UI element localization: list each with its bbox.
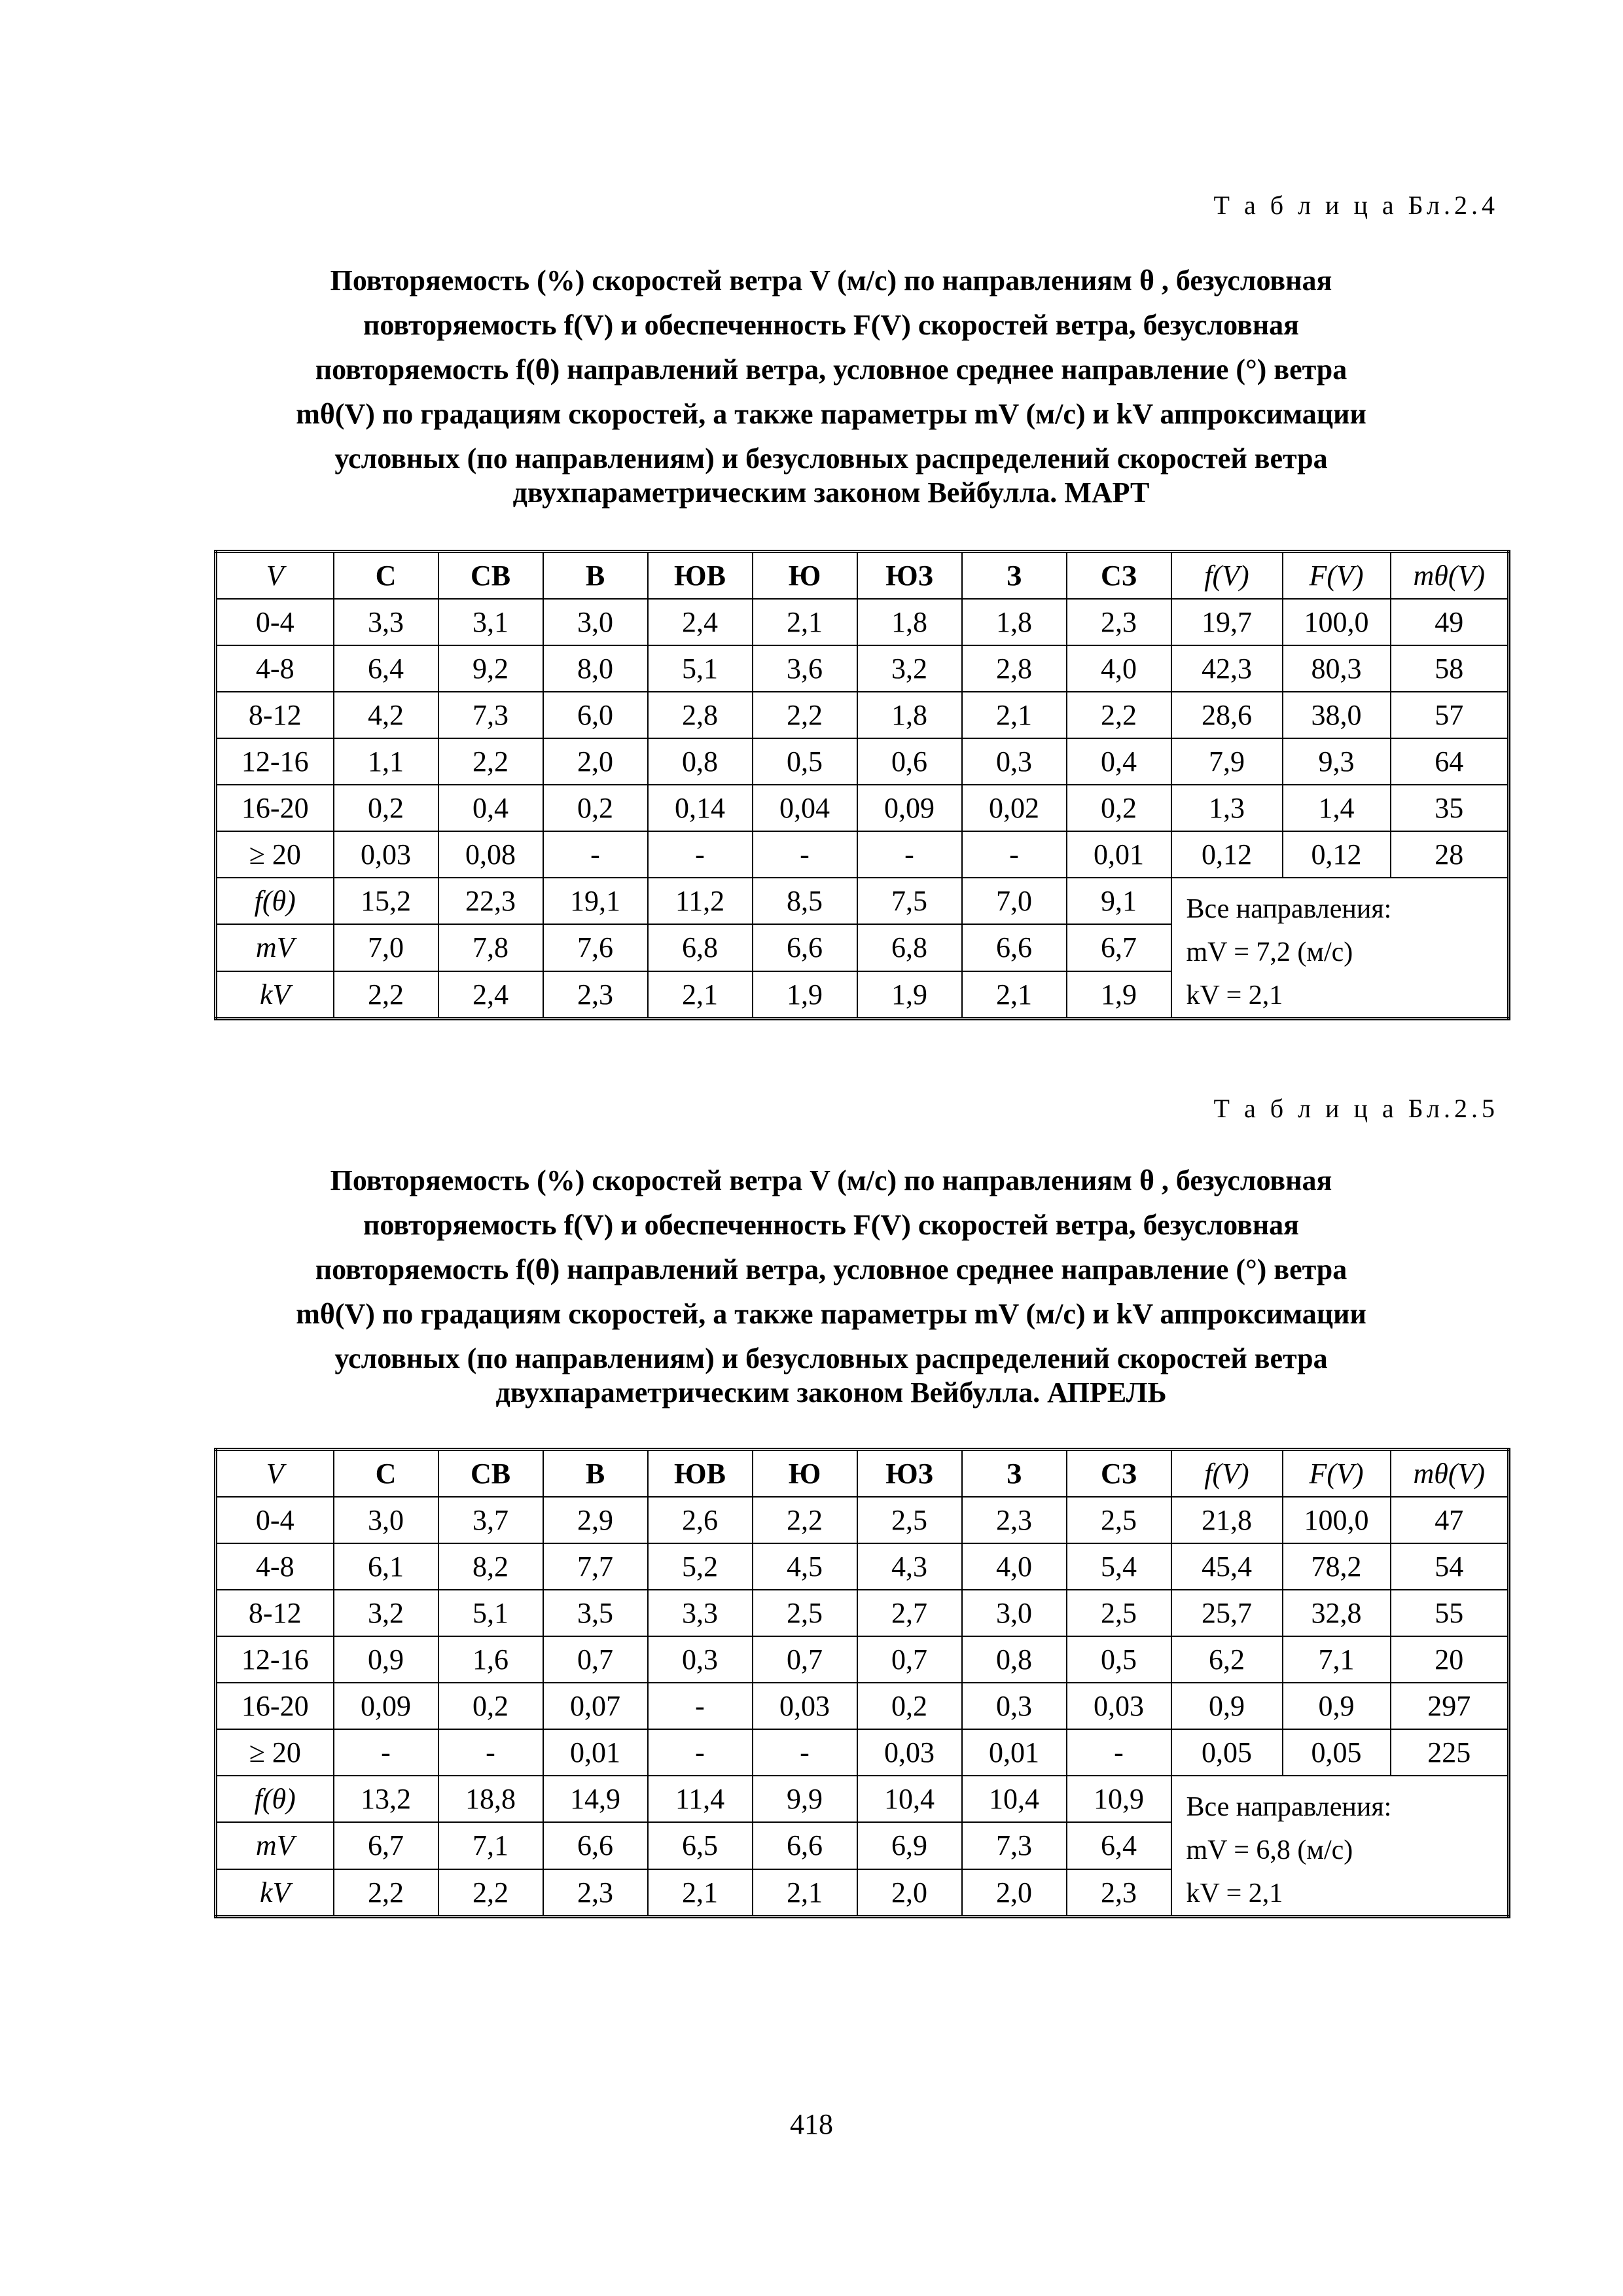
table-cell: 2,2 (334, 971, 438, 1019)
row-label: 12-16 (216, 1636, 334, 1683)
table-cell: 0,01 (543, 1729, 648, 1776)
column-header: ЮВ (648, 552, 753, 600)
table-cell: 58 (1391, 645, 1509, 692)
table-cell: 7,3 (962, 1822, 1067, 1869)
table-cell: 0,14 (648, 785, 753, 831)
column-header: С (334, 552, 438, 600)
table-cell: 0,01 (962, 1729, 1067, 1776)
row-label: 4-8 (216, 645, 334, 692)
table-cell: 2,1 (648, 1869, 753, 1917)
table-cell: 6,7 (1067, 924, 1171, 971)
summary-title: Все направления: (1186, 894, 1392, 924)
caption-line-1: Повторяемость (%) скоростей ветра V (м/с) по направлениям θ , безусловная (330, 264, 1332, 296)
table-cell: 9,9 (753, 1776, 857, 1822)
table-cell: 0,2 (1067, 785, 1171, 831)
table-cell: 0,9 (1171, 1683, 1283, 1729)
table-label: Т а б л и ц а Бл.2.5 (1213, 1094, 1499, 1123)
row-label: 16-20 (216, 785, 334, 831)
table-cell: 0,08 (438, 831, 543, 878)
table-cell: 1,8 (857, 599, 962, 645)
row-label: 0-4 (216, 599, 334, 645)
table-cell: 47 (1391, 1497, 1509, 1543)
table-row (216, 1683, 1509, 1729)
param-label: f(θ) (216, 1776, 334, 1822)
table-body (216, 552, 1509, 1019)
table-cell: 0,12 (1171, 831, 1283, 878)
column-header: Ю (753, 1450, 857, 1498)
table-cell: 2,1 (648, 971, 753, 1019)
caption-line-2: повторяемость f(V) и обеспеченность F(V) скоростей ветра, безусловная (363, 309, 1299, 341)
table-cell: 7,9 (1171, 738, 1283, 785)
table-cell: 20 (1391, 1636, 1509, 1683)
caption-line-3: повторяемость f(θ) направлений ветра, условное среднее направление (°) ветра (315, 353, 1347, 386)
table-row (216, 785, 1509, 831)
table-cell: 1,9 (1067, 971, 1171, 1019)
row-label: 8-12 (216, 1590, 334, 1636)
table-cell: 11,4 (648, 1776, 753, 1822)
table-cell: 3,0 (962, 1590, 1067, 1636)
row-label: 0-4 (216, 1497, 334, 1543)
column-header: З (962, 1450, 1067, 1498)
table-cell: 7,0 (962, 878, 1067, 924)
table-cell: 38,0 (1283, 692, 1391, 738)
table-cell: 6,5 (648, 1822, 753, 1869)
column-header: ЮЗ (857, 552, 962, 600)
table-cell: 4,3 (857, 1543, 962, 1590)
table-cell: 3,2 (857, 645, 962, 692)
table-cell: 0,9 (1283, 1683, 1391, 1729)
caption-line-4: mθ(V) по градациям скоростей, а также параметры mV (м/с) и kV аппроксимации (296, 398, 1366, 430)
table-cell: 32,8 (1283, 1590, 1391, 1636)
table-cell: 3,1 (438, 599, 543, 645)
table-cell: 6,8 (648, 924, 753, 971)
table-cell: 9,2 (438, 645, 543, 692)
column-header: Ю (753, 552, 857, 600)
table-cell: 8,2 (438, 1543, 543, 1590)
table-cell: 15,2 (334, 878, 438, 924)
table-cell: 6,1 (334, 1543, 438, 1590)
table-row (216, 1497, 1509, 1543)
header-row (216, 552, 1509, 600)
table-cell: 11,2 (648, 878, 753, 924)
table-cell: - (543, 831, 648, 878)
table-cell: - (753, 1729, 857, 1776)
column-header: ЮВ (648, 1450, 753, 1498)
table-cell: 7,8 (438, 924, 543, 971)
table-cell: - (1067, 1729, 1171, 1776)
table-cell: 5,1 (438, 1590, 543, 1636)
table-cell: 2,1 (962, 692, 1067, 738)
param-row (216, 1776, 1509, 1822)
table-cell: 1,3 (1171, 785, 1283, 831)
column-header: З (962, 552, 1067, 600)
table-cell: 2,2 (1067, 692, 1171, 738)
table-cell: 9,3 (1283, 738, 1391, 785)
table-cell: 10,4 (962, 1776, 1067, 1822)
table-cell: 2,2 (438, 1869, 543, 1917)
table-cell: 3,5 (543, 1590, 648, 1636)
table-cell: 2,5 (753, 1590, 857, 1636)
table-cell: 45,4 (1171, 1543, 1283, 1590)
caption-line-4: mθ(V) по градациям скоростей, а также параметры mV (м/с) и kV аппроксимации (296, 1298, 1366, 1330)
table-cell: 0,02 (962, 785, 1067, 831)
table-cell: 2,8 (962, 645, 1067, 692)
table-cell: 3,0 (334, 1497, 438, 1543)
table-cell: 0,5 (753, 738, 857, 785)
table-cell: 2,1 (753, 1869, 857, 1917)
table-cell: 0,3 (648, 1636, 753, 1683)
table-cell: 2,3 (543, 1869, 648, 1917)
table-cell: 0,2 (334, 785, 438, 831)
table-cell: 49 (1391, 599, 1509, 645)
table-cell: 80,3 (1283, 645, 1391, 692)
caption-line-6: двухпараметрическим законом Вейбулла. МАРТ (512, 476, 1150, 509)
summary-mv-line: mV = 7,2 (м/с) (1186, 937, 1353, 967)
table-cell: 6,6 (543, 1822, 648, 1869)
table-cell: 7,5 (857, 878, 962, 924)
table-cell: 42,3 (1171, 645, 1283, 692)
summary-title: Все направления: (1186, 1792, 1392, 1822)
column-header: В (543, 552, 648, 600)
table-cell: 0,7 (857, 1636, 962, 1683)
table-cell: 13,2 (334, 1776, 438, 1822)
param-row (216, 878, 1509, 924)
all-directions-summary (1171, 1776, 1509, 1917)
table-cell: 57 (1391, 692, 1509, 738)
column-header: С (334, 1450, 438, 1498)
table-cell: 6,2 (1171, 1636, 1283, 1683)
param-label: kV (216, 1869, 334, 1917)
row-label: ≥ 20 (216, 1729, 334, 1776)
table-body (216, 1450, 1509, 1917)
caption-line-1: Повторяемость (%) скоростей ветра V (м/с) по направлениям θ , безусловная (330, 1164, 1332, 1196)
column-header: В (543, 1450, 648, 1498)
column-header: mθ(V) (1391, 552, 1509, 600)
table-cell: 19,7 (1171, 599, 1283, 645)
table-cell: 6,4 (1067, 1822, 1171, 1869)
table-cell: 2,0 (543, 738, 648, 785)
table-cell: 5,2 (648, 1543, 753, 1590)
table-cell: 21,8 (1171, 1497, 1283, 1543)
table-cell: 10,9 (1067, 1776, 1171, 1822)
caption-line-6: двухпараметрическим законом Вейбулла. АПРЕЛЬ (495, 1376, 1167, 1408)
row-label: 12-16 (216, 738, 334, 785)
table-cell: 0,9 (334, 1636, 438, 1683)
table-cell: 2,3 (543, 971, 648, 1019)
table-cell: - (648, 1729, 753, 1776)
table-row (216, 692, 1509, 738)
table-cell: 7,3 (438, 692, 543, 738)
table-cell: 14,9 (543, 1776, 648, 1822)
table-row (216, 1543, 1509, 1590)
column-header: СВ (438, 1450, 543, 1498)
table-cell: 0,4 (438, 785, 543, 831)
table-cell: 0,7 (753, 1636, 857, 1683)
summary-kv-line: kV = 2,1 (1186, 1878, 1283, 1909)
table-cell: 2,5 (1067, 1497, 1171, 1543)
table-cell: 3,2 (334, 1590, 438, 1636)
table-cell: 0,5 (1067, 1636, 1171, 1683)
table-cell: 1,1 (334, 738, 438, 785)
table-cell: 6,9 (857, 1822, 962, 1869)
table-cell: 2,8 (648, 692, 753, 738)
table-cell: 2,1 (962, 971, 1067, 1019)
table-cell: 0,8 (648, 738, 753, 785)
table-cell: 0,05 (1171, 1729, 1283, 1776)
table-cell: 2,0 (857, 1869, 962, 1917)
table-cell: - (648, 1683, 753, 1729)
table-cell: 2,5 (1067, 1590, 1171, 1636)
table-cell: 0,3 (962, 738, 1067, 785)
table-cell: 1,8 (857, 692, 962, 738)
table-cell: 225 (1391, 1729, 1509, 1776)
table-cell: 1,4 (1283, 785, 1391, 831)
table-cell: 35 (1391, 785, 1509, 831)
table-cell: 19,1 (543, 878, 648, 924)
summary-mv-line: mV = 6,8 (м/с) (1186, 1835, 1353, 1865)
table-cell: 3,3 (334, 599, 438, 645)
table-cell: 64 (1391, 738, 1509, 785)
table-cell: 55 (1391, 1590, 1509, 1636)
table-cell: 6,0 (543, 692, 648, 738)
table-cell: 4,0 (1067, 645, 1171, 692)
table-cell: 1,9 (857, 971, 962, 1019)
param-label: mV (216, 1822, 334, 1869)
table-cell: 2,2 (334, 1869, 438, 1917)
table-cell: 2,9 (543, 1497, 648, 1543)
table-cell: 2,2 (438, 738, 543, 785)
column-header: СЗ (1067, 552, 1171, 600)
table-cell: 0,03 (334, 831, 438, 878)
table-cell: 2,7 (857, 1590, 962, 1636)
table-cell: 8,0 (543, 645, 648, 692)
table-cell: 0,8 (962, 1636, 1067, 1683)
table-cell: 0,01 (1067, 831, 1171, 878)
table-cell: 25,7 (1171, 1590, 1283, 1636)
table-cell: 22,3 (438, 878, 543, 924)
table-cell: 1,8 (962, 599, 1067, 645)
table-cell: 2,2 (753, 1497, 857, 1543)
table-cell: 0,05 (1283, 1729, 1391, 1776)
table-caption (209, 259, 1453, 515)
table-cell: 0,3 (962, 1683, 1067, 1729)
table-cell: 6,7 (334, 1822, 438, 1869)
table-cell: 100,0 (1283, 1497, 1391, 1543)
all-directions-summary (1171, 878, 1509, 1019)
table-cell: - (648, 831, 753, 878)
table-cell: 0,2 (857, 1683, 962, 1729)
table-cell: - (857, 831, 962, 878)
header-row (216, 1450, 1509, 1498)
page-number: 418 (790, 2108, 833, 2140)
table-cell: 4,5 (753, 1543, 857, 1590)
table-cell: 3,6 (753, 645, 857, 692)
table-cell: 6,4 (334, 645, 438, 692)
table-row (216, 831, 1509, 878)
table-cell: 5,4 (1067, 1543, 1171, 1590)
table-cell: 78,2 (1283, 1543, 1391, 1590)
table-cell: 2,3 (1067, 599, 1171, 645)
table-cell: 0,6 (857, 738, 962, 785)
column-header: f(V) (1171, 1450, 1283, 1498)
row-label: 4-8 (216, 1543, 334, 1590)
column-header: ЮЗ (857, 1450, 962, 1498)
row-label: ≥ 20 (216, 831, 334, 878)
table-row (216, 738, 1509, 785)
column-header: СВ (438, 552, 543, 600)
table-caption (209, 1158, 1453, 1415)
param-label: mV (216, 924, 334, 971)
summary-kv-line: kV = 2,1 (1186, 980, 1283, 1011)
table-row (216, 1636, 1509, 1683)
table-cell: 0,03 (753, 1683, 857, 1729)
caption-line-2: повторяемость f(V) и обеспеченность F(V) скоростей ветра, безусловная (363, 1209, 1299, 1241)
table-cell: 297 (1391, 1683, 1509, 1729)
caption-line-5: условных (по направлениям) и безусловных распределений скоростей ветра (334, 1342, 1328, 1374)
table-cell: 3,0 (543, 599, 648, 645)
table-cell: 4,2 (334, 692, 438, 738)
table-cell: 0,09 (857, 785, 962, 831)
table-cell: 2,5 (857, 1497, 962, 1543)
table-cell: - (334, 1729, 438, 1776)
table-cell: 2,3 (962, 1497, 1067, 1543)
table-cell: 6,6 (753, 1822, 857, 1869)
caption-line-5: условных (по направлениям) и безусловных распределений скоростей ветра (334, 442, 1328, 475)
column-header: mθ(V) (1391, 1450, 1509, 1498)
table-cell: 0,03 (1067, 1683, 1171, 1729)
table-cell: 8,5 (753, 878, 857, 924)
column-header: f(V) (1171, 552, 1283, 600)
table-cell: 18,8 (438, 1776, 543, 1822)
table-cell: 7,1 (1283, 1636, 1391, 1683)
table-cell: 100,0 (1283, 599, 1391, 645)
table-row (216, 1729, 1509, 1776)
column-header: F(V) (1283, 552, 1391, 600)
row-label: 16-20 (216, 1683, 334, 1729)
table-cell: 0,04 (753, 785, 857, 831)
param-label: kV (216, 971, 334, 1019)
column-header: F(V) (1283, 1450, 1391, 1498)
table-label: Т а б л и ц а Бл.2.4 (1213, 190, 1499, 220)
table-cell: 2,6 (648, 1497, 753, 1543)
table-cell: 0,2 (438, 1683, 543, 1729)
column-header: V (216, 552, 334, 600)
data-table (214, 550, 1510, 1020)
table-row (216, 599, 1509, 645)
table-cell: 0,07 (543, 1683, 648, 1729)
table-cell: 28 (1391, 831, 1509, 878)
table-cell: 0,09 (334, 1683, 438, 1729)
table-cell: 0,7 (543, 1636, 648, 1683)
table-cell: - (753, 831, 857, 878)
table-cell: 6,6 (753, 924, 857, 971)
row-label: 8-12 (216, 692, 334, 738)
table-row (216, 1590, 1509, 1636)
table-cell: 0,12 (1283, 831, 1391, 878)
table-cell: 0,2 (543, 785, 648, 831)
table-cell: 5,1 (648, 645, 753, 692)
table-cell: 54 (1391, 1543, 1509, 1590)
table-cell: 4,0 (962, 1543, 1067, 1590)
table-cell: 7,6 (543, 924, 648, 971)
table-cell: 10,4 (857, 1776, 962, 1822)
data-table (214, 1448, 1510, 1918)
table-cell: 2,1 (753, 599, 857, 645)
table-cell: 7,1 (438, 1822, 543, 1869)
table-cell: 1,6 (438, 1636, 543, 1683)
table-cell: 2,4 (648, 599, 753, 645)
table-cell: 28,6 (1171, 692, 1283, 738)
column-header: СЗ (1067, 1450, 1171, 1498)
table-cell: 1,9 (753, 971, 857, 1019)
table-cell: 0,03 (857, 1729, 962, 1776)
table-cell: 6,6 (962, 924, 1067, 971)
table-cell: 2,0 (962, 1869, 1067, 1917)
param-label: f(θ) (216, 878, 334, 924)
table-cell: 2,4 (438, 971, 543, 1019)
caption-line-3: повторяемость f(θ) направлений ветра, условное среднее направление (°) ветра (315, 1253, 1347, 1285)
table-cell: 2,3 (1067, 1869, 1171, 1917)
table-cell: 2,2 (753, 692, 857, 738)
table-cell: 3,3 (648, 1590, 753, 1636)
table-cell: 9,1 (1067, 878, 1171, 924)
column-header: V (216, 1450, 334, 1498)
table-cell: 7,7 (543, 1543, 648, 1590)
table-row (216, 645, 1509, 692)
table-cell: 6,8 (857, 924, 962, 971)
table-cell: 0,4 (1067, 738, 1171, 785)
table-cell: 3,7 (438, 1497, 543, 1543)
table-cell: - (962, 831, 1067, 878)
table-cell: 7,0 (334, 924, 438, 971)
table-cell: - (438, 1729, 543, 1776)
